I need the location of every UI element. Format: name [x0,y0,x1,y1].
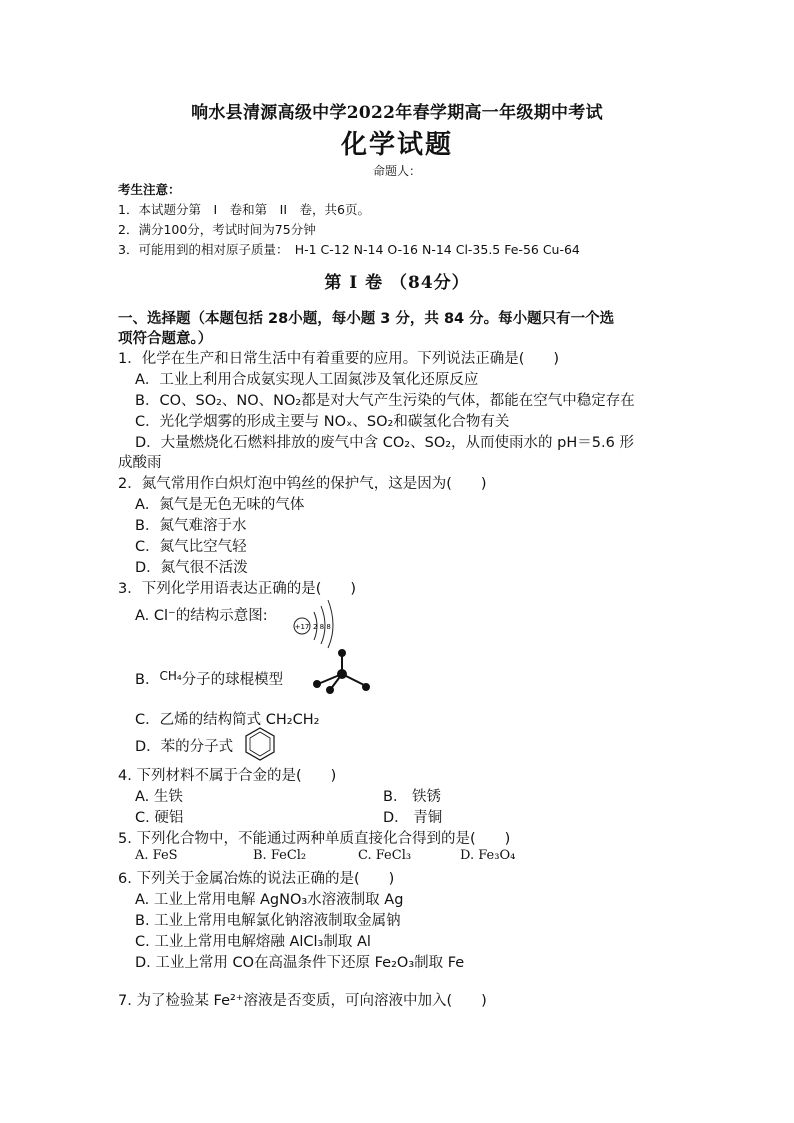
question-stem: 4. 下列材料不属于合金的是( ) [118,768,337,784]
note-item: 2．满分100分，考试时间为75分钟 [118,222,316,237]
option-a: A．工业上利用合成氨实现人工固氮涉及氧化还原反应 [135,372,479,388]
exam-title: 响水县清源高级中学2022年春学期高一年级期中考试 [191,103,603,123]
option-a: A. 生铁 [135,789,183,805]
note-item: 3．可能用到的相对原子质量： H-1 C-12 N-14 O-16 N-14 Cl-35.5 Fe-56 Cu-64 [118,242,580,257]
option-b: B． 铁锈 [383,789,442,805]
electron-shell-label: 2 8 8 [313,623,331,631]
option-c: C．氮气比空气轻 [135,539,247,555]
setter-label: 命题人： [372,164,421,178]
section-instruction: 项符合题意。） [118,331,213,347]
subject-title: 化学试题 [340,130,453,160]
option-a: A. Cl⁻的结构示意图: [135,608,268,624]
question-stem: 7. 为了检验某 Fe²⁺溶液是否变质，可向溶液中加入( ) [118,993,487,1009]
question-stem: 3．下列化学用语表达正确的是( ) [118,581,357,597]
option-b: B．氮气难溶于水 [135,518,247,534]
question-stem: 1．化学在生产和日常生活中有着重要的应用。下列说法正确是( ) [118,351,560,367]
question-stem: 5. 下列化合物中，不能通过两种单质直接化合得到的是( ) [118,831,511,847]
option-d: D．氮气很不活泼 [135,560,248,576]
option-d: D．大量燃烧化石燃料排放的废气中含 CO₂、SO₂，从而使雨水的 pH＝5.6 形 [135,435,634,451]
option-b-text: 分子的球棍模型 [181,672,284,688]
methane-formula: CH₄ [159,669,182,683]
option-c: C. 工业上常用电解熔融 AlCl₃制取 Al [135,934,371,950]
benzene-ring-diagram [243,726,277,762]
option-c: C. FeCl₃ [358,848,412,863]
atom-nucleus-label: +17 [294,623,310,631]
methane-ball-stick-model [310,648,372,694]
option-b: B．CO、SO₂、NO、NO₂都是对大气产生污染的气体，都能在空气中稳定存在 [135,393,635,409]
option-b [135,668,283,689]
option-d-continued: 成酸雨 [118,455,162,471]
notes-heading: 考生注意： [118,182,181,197]
chloride-ion-structure-diagram [290,598,350,642]
option-a: A．氮气是无色无味的气体 [135,497,305,513]
note-item: 1．本试题分第 I 卷和第 II 卷，共6页。 [118,202,370,217]
option-b: B. 工业上常用电解氯化钠溶液制取金属钠 [135,913,401,929]
option-d: D． 青铜 [383,810,443,826]
option-b: B. FeCl₂ [253,848,307,863]
option-d: D. Fe₃O₄ [460,848,516,863]
question-stem: 2．氮气常用作白炽灯泡中钨丝的保护气，这是因为( ) [118,476,487,492]
option-d: D. 工业上常用 CO在高温条件下还原 Fe₂O₃制取 Fe [135,955,465,971]
option-a: A. FeS [135,848,178,863]
option-a: A. 工业上常用电解 AgNO₃水溶液制取 Ag [135,892,404,908]
option-c: C. 硬铝 [135,810,184,826]
question-stem: 6. 下列关于金属冶炼的说法正确的是( ) [118,871,395,887]
option-c: C．乙烯的结构简式 CH₂CH₂ [135,712,320,728]
section-title: 第 I 卷 （84分） [324,273,470,293]
option-b-letter: B． [135,672,160,688]
option-c: C．光化学烟雾的形成主要与 NOₓ、SO₂和碳氢化合物有关 [135,414,510,430]
section-instruction: 一、选择题（本题包括 28小题，每小题 3 分，共 84 分。每小题只有一个选 [118,311,615,327]
option-d: D．苯的分子式 [135,739,234,755]
